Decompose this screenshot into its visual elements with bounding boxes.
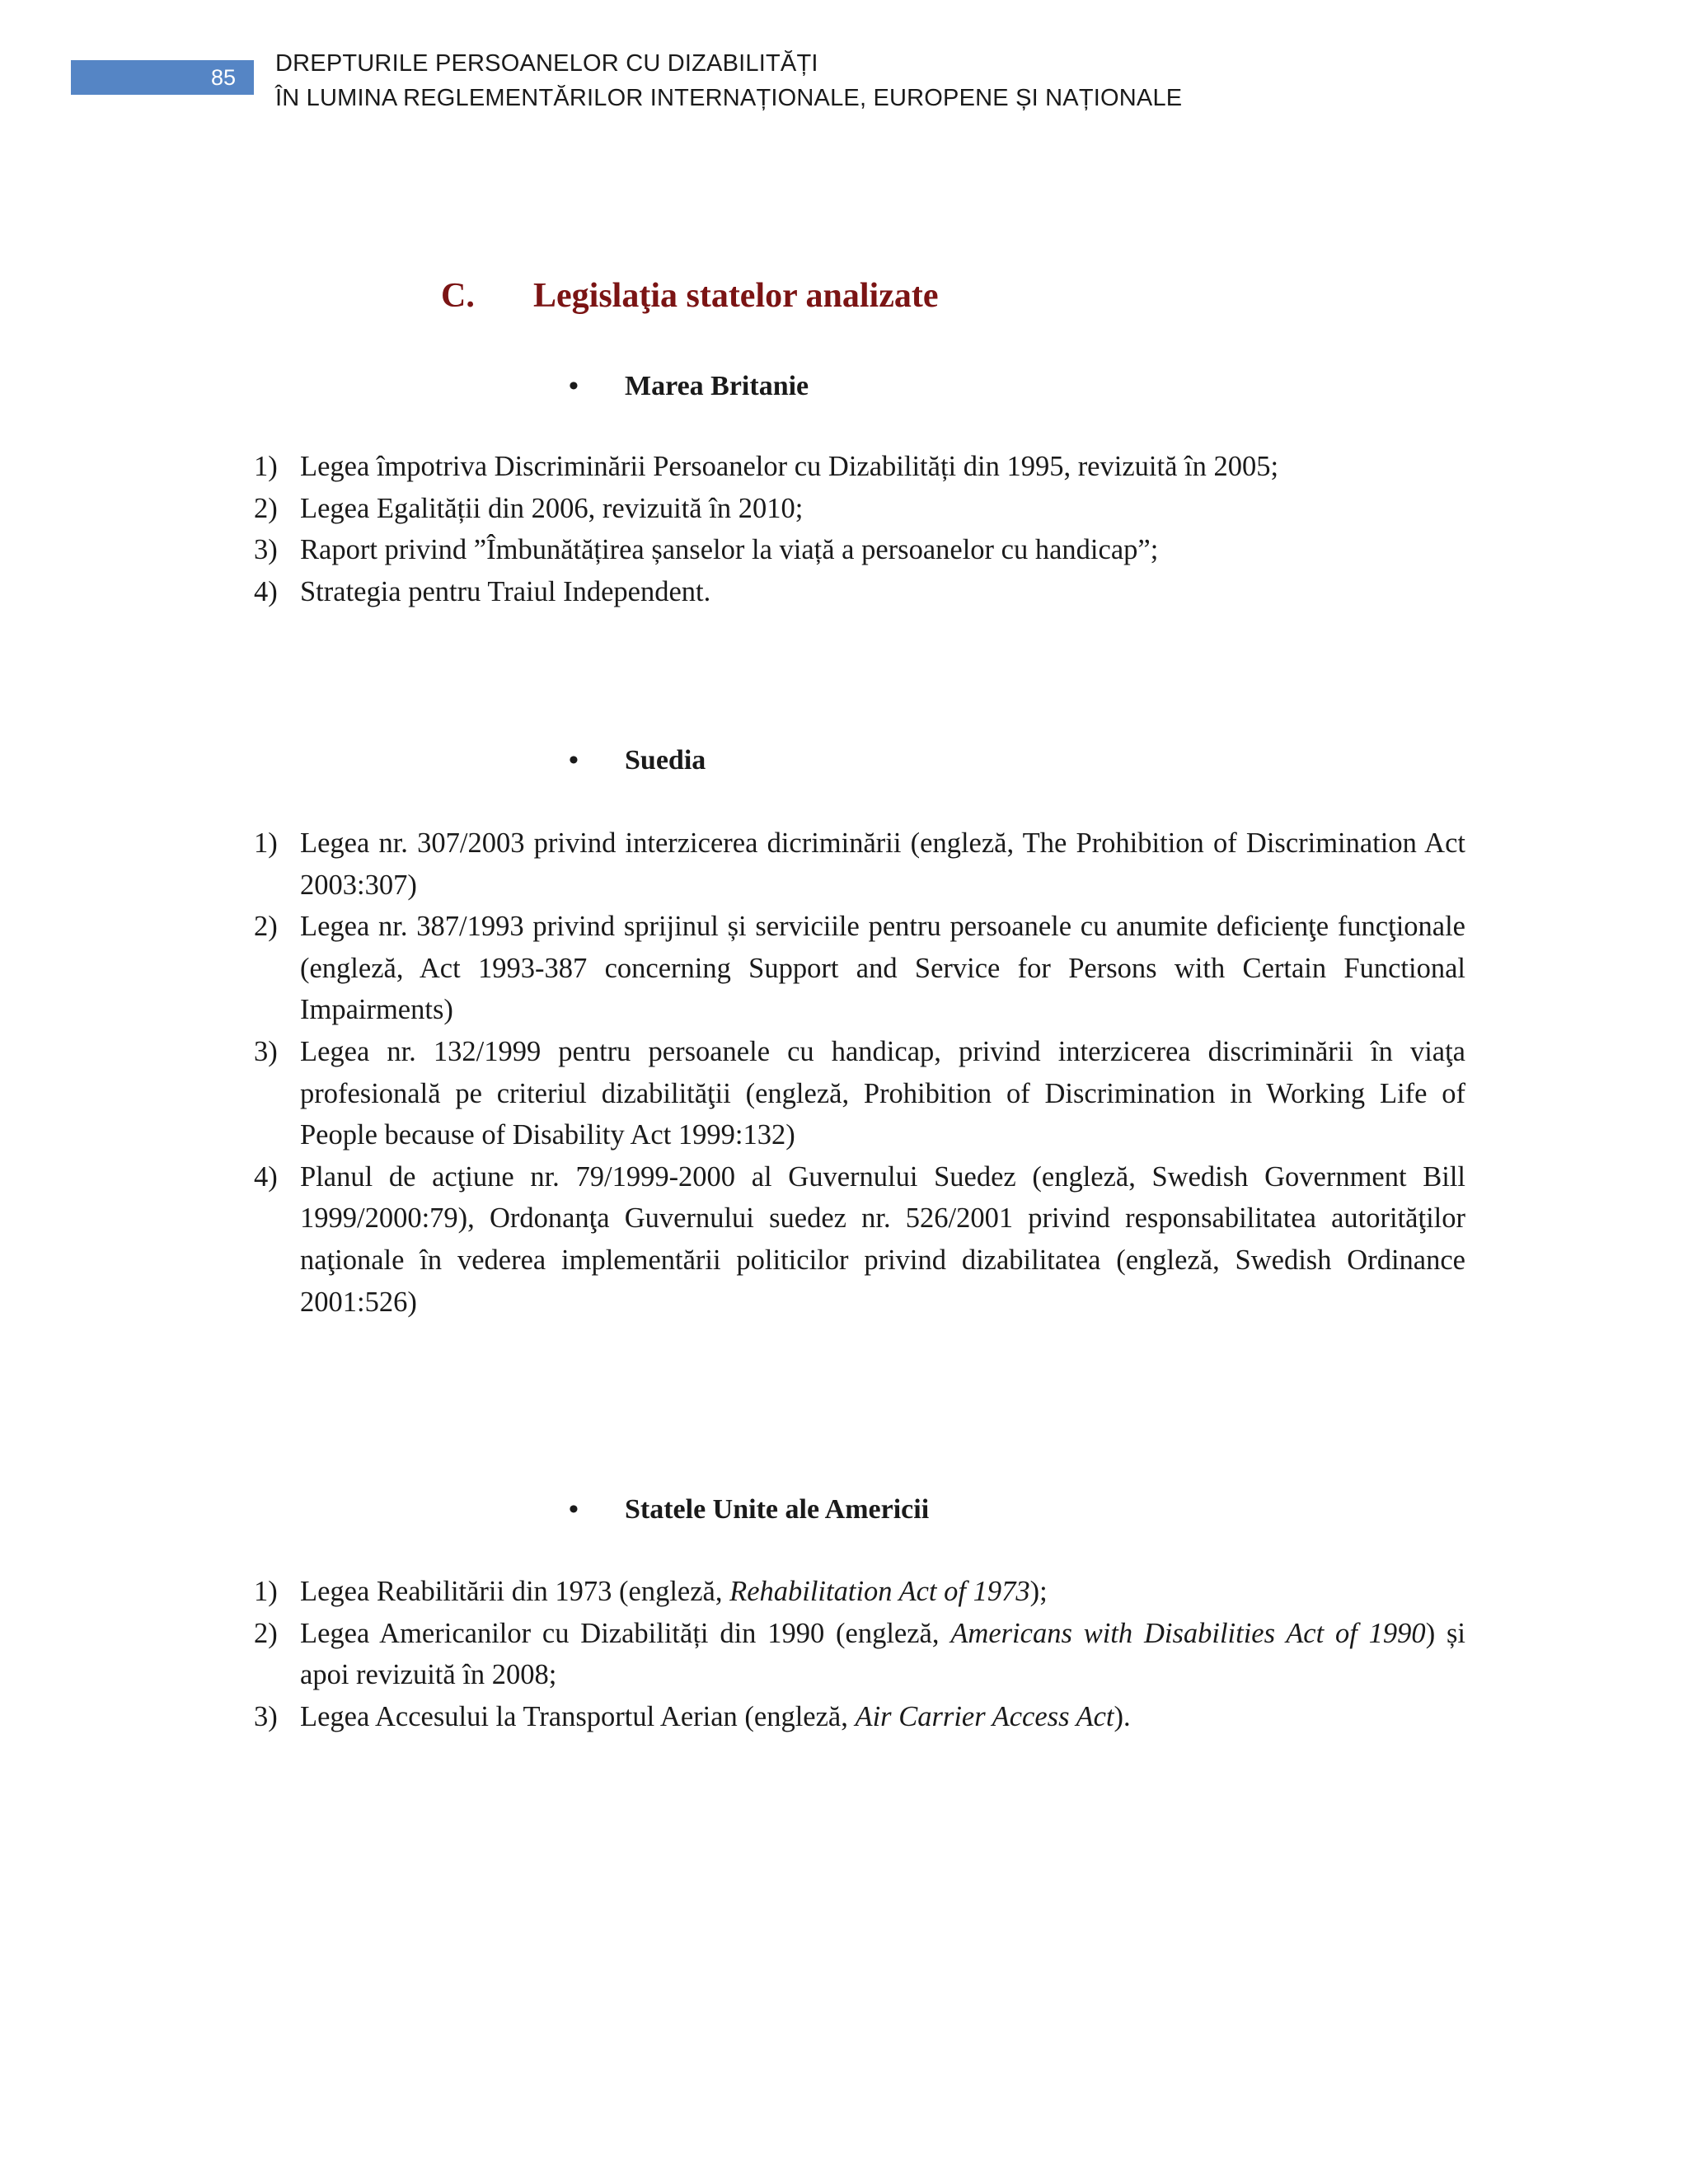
list-item xyxy=(254,529,1465,571)
item-text-italic: Air Carrier Access Act xyxy=(855,1700,1114,1732)
running-head-line-2: ÎN LUMINA REGLEMENTĂRILOR INTERNAȚIONALE, EUROPENE ȘI NAȚIONALE xyxy=(275,85,1183,111)
list-item xyxy=(254,1571,1465,1613)
item-number: 2) xyxy=(254,492,278,524)
item-text: Legea nr. 307/2003 privind interzicerea dicriminării (engleză, The Prohibition of Discrimination Act 2003:307) xyxy=(300,827,1465,901)
subheading-uk-text: Marea Britanie xyxy=(625,371,809,401)
section-title xyxy=(441,276,938,316)
list-usa xyxy=(254,1571,1465,1737)
list-item xyxy=(254,488,1465,530)
section-letter: C. xyxy=(441,277,475,315)
list-item xyxy=(254,1696,1465,1738)
item-text-italic: Americans with Disabilities Act of 1990 xyxy=(950,1617,1426,1649)
list-sweden xyxy=(254,823,1465,1323)
bullet-icon: • xyxy=(569,371,579,401)
item-number: 3) xyxy=(254,534,278,566)
page-number-badge xyxy=(71,60,254,95)
subheading-sweden xyxy=(569,745,706,776)
item-number: 3) xyxy=(254,1035,278,1067)
list-uk xyxy=(254,446,1465,612)
item-number: 3) xyxy=(254,1700,278,1732)
item-number: 4) xyxy=(254,575,278,607)
bullet-icon: • xyxy=(569,745,579,776)
item-text: Legea Accesului la Transportul Aerian (engleză, xyxy=(300,1700,856,1732)
item-text: ). xyxy=(1114,1700,1131,1732)
subheading-usa-text: Statele Unite ale Americii xyxy=(625,1494,930,1525)
bullet-icon: • xyxy=(569,1494,579,1525)
subheading-sweden-text: Suedia xyxy=(625,745,706,776)
item-text-italic: Rehabilitation Act of 1973 xyxy=(729,1576,1030,1607)
item-text: Raport privind ”Îmbunătățirea șanselor la viață a persoanelor cu handicap”; xyxy=(300,534,1159,566)
page-number: 85 xyxy=(210,64,236,90)
list-item xyxy=(254,446,1465,488)
item-text: Legea Americanilor cu Dizabilități din 1990 (engleză, xyxy=(300,1617,951,1649)
item-text: Legea Reabilitării din 1973 (engleză, xyxy=(300,1576,730,1607)
list-item xyxy=(254,1613,1465,1696)
item-text: Strategia pentru Traiul Independent. xyxy=(300,575,711,607)
running-head xyxy=(275,46,1182,115)
item-number: 1) xyxy=(254,1576,278,1607)
section-title-text: Legislaţia statelor analizate xyxy=(533,277,939,315)
item-number: 2) xyxy=(254,911,278,943)
subheading-usa xyxy=(569,1494,929,1526)
item-text: Legea nr. 132/1999 pentru persoanele cu handicap, privind interzicerea discriminării în viaţa profesională pe criteriul dizabilităţii (engleză, Prohibition of Discrimination in Working Life of People because of Disability Act 1999:132) xyxy=(300,1035,1465,1151)
list-item xyxy=(254,1156,1465,1323)
item-text: Legea nr. 387/1993 privind sprijinul și serviciile pentru persoanele cu anumite deficienţe funcţionale (engleză, Act 1993-387 concerning Support and Service for Persons with Certain Functional Impairments) xyxy=(300,911,1465,1026)
list-item xyxy=(254,906,1465,1031)
list-item xyxy=(254,1031,1465,1156)
running-head-line-1: DREPTURILE PERSOANELOR CU DIZABILITĂȚI xyxy=(275,50,818,77)
item-number: 2) xyxy=(254,1617,278,1649)
item-text: ); xyxy=(1029,1576,1048,1607)
item-text: Legea împotriva Discriminării Persoanelor cu Dizabilități din 1995, revizuită în 2005; xyxy=(300,451,1279,482)
item-number: 1) xyxy=(254,827,278,859)
item-text: ) și apoi revizuită în 2008; xyxy=(300,1617,1466,1691)
item-text: Legea Egalității din 2006, revizuită în 2010; xyxy=(300,492,804,524)
item-number: 4) xyxy=(254,1160,278,1193)
item-number: 1) xyxy=(254,451,278,482)
subheading-uk xyxy=(569,371,809,402)
item-text: Planul de acţiune nr. 79/1999-2000 al Guvernului Suedez (engleză, Swedish Government Bill 1999/2000:79), Ordonanţa Guvernului suedez nr. 526/2001 privind responsabilitatea autorităţilor naţionale în vederea implementării politicilor privind dizabilitatea (engleză, Swedish Ordinance 2001:526) xyxy=(300,1160,1465,1318)
list-item xyxy=(254,823,1465,906)
list-item xyxy=(254,571,1465,613)
